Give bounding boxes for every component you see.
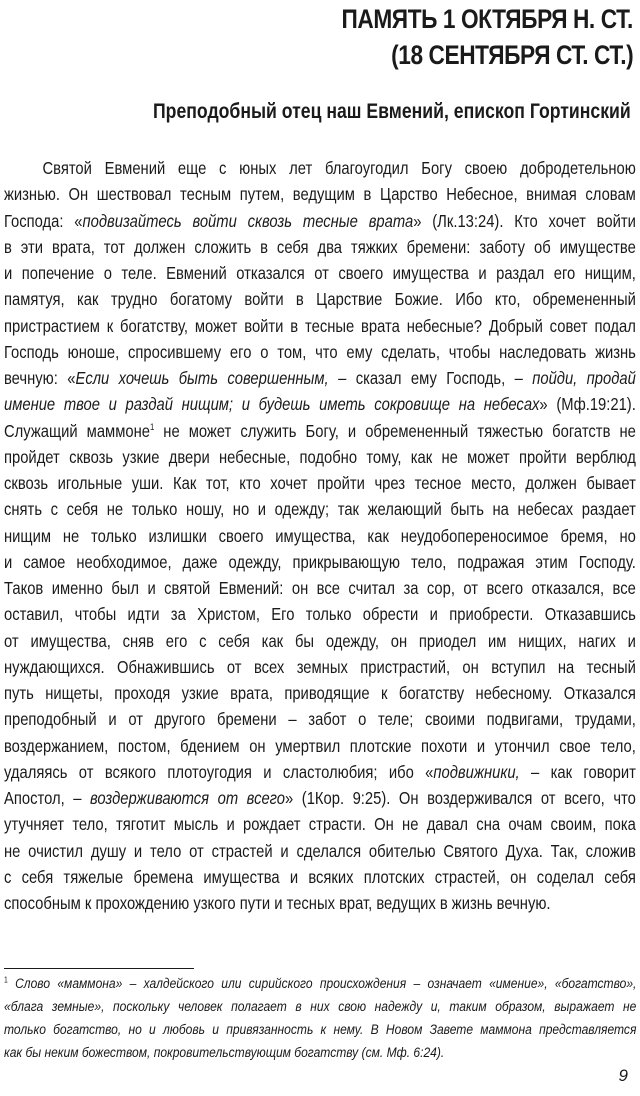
scripture-quote: имение твое и раздай нищим; и будешь иметь сокровище на небесах	[4, 394, 540, 415]
page-number: 9	[618, 1066, 628, 1085]
text-run: – сказал ему Господь, –	[328, 368, 533, 388]
text-line: утучняет тело, тяготит мысль и рождает страсти. Он не давал сна очам своим, пока	[4, 814, 636, 835]
text-run: Служащий маммоне	[4, 420, 150, 441]
text-run: вечную: «	[4, 368, 76, 388]
text-line: и попечение о теле. Евмений отказался от своего имущества и раздал его нищим,	[4, 263, 636, 283]
text-line: Господь юноше, спросившему его о том, что ему сделать, чтобы наследовать жизнь	[4, 341, 636, 362]
text-line: от имущества, сняв его с себя как бы одежду, он приодел им нищих, нагих и	[4, 630, 636, 651]
footnote-line	[4, 973, 636, 996]
text-line: нищим не только излишки своего имущества, как неудобопереносимое бремя, но	[4, 525, 636, 546]
text-line: снять с себя не только ношу, но и одежду; так желающий быть на небесах раздает	[4, 499, 636, 520]
text-line: оставил, чтобы идти за Христом, Его только обрести и приобрести. Отказавшись	[4, 604, 636, 625]
text-line: Таков именно был и святой Евмений: он все считал за сор, от всего отказался, все	[4, 578, 636, 598]
text-line: путь нищеты, проходя узкие врата, приводящие к богатству небесному. Отказался	[4, 683, 636, 703]
scripture-quote: подвизайтесь войти сквозь тесные врата	[82, 210, 414, 231]
text-line: жизнью. Он шествовал тесным путем, ведущим в Царство Небесное, внимая словам	[4, 184, 636, 205]
text-run: » (1Кор. 9:25). Он воздерживался от всего, что	[285, 788, 636, 808]
body-paragraph	[4, 155, 636, 916]
text-line: нуждающихся. Обнажившись от всех земных пристрастий, он вступил на тесный	[4, 656, 636, 677]
text-line: не очистил душу и тело от страстей и сделался обителью Святого Духа. Так, сложив	[4, 840, 636, 861]
footnote-marker: 1	[149, 421, 155, 432]
footnote-line: только богатство, но и любовь и привязанность к нему. В Новом Завете маммона представляется	[4, 1022, 637, 1038]
text-run: – как говорит	[519, 761, 636, 782]
text-run: » (Мф.19:21).	[539, 394, 636, 415]
footnote-line: «блага земные», поскольку человек полагает в них свою надежду и, таким образом, выражает не	[4, 999, 637, 1015]
text-line: пристрастием к богатству, может войти в тесные врата небесные? Добрый совет подал	[4, 315, 636, 336]
scripture-quote: пойди, продай	[532, 368, 636, 388]
page-title-line-1: ПАМЯТЬ 1 ОКТЯБРЯ Н. СТ.	[341, 4, 633, 34]
text-line: преподобный и от другого бремени – забот о теле; своими подвигами, трудами,	[4, 709, 636, 730]
text-run: Господа: «	[4, 210, 83, 231]
footnote-line: как бы неким божеством, покровительствующим богатству (см. Мф. 6:24).	[4, 1045, 445, 1061]
text-line	[4, 208, 636, 234]
text-line	[4, 391, 636, 417]
footnote-number: 1	[4, 975, 8, 985]
text-line: и самое необходимое, даже одежду, прикрывающую тело, подражая этим Господу.	[4, 551, 636, 572]
text-line: с себя тяжелые бремена имущества и всяких плотских страстей, он соделал себя	[4, 866, 636, 887]
text-run: удаляясь от всякого плотоугодия и сластолюбия; ибо «	[4, 761, 434, 782]
scripture-quote: подвижники,	[433, 761, 520, 782]
text-line: в эти врата, тот должен сложить в себя два тяжких бремени: заботу об имуществе	[4, 236, 636, 257]
text-line: Святой Евмений еще с юных лет благоугодил Богу своею добродетельною	[42, 158, 636, 178]
text-line: пройдет сквозь узкие двери небесные, подобно тому, как не может пройти верблюд	[4, 446, 636, 467]
scripture-quote: воздерживаются от всего	[89, 788, 286, 808]
text-run: Слово «маммона» – халдейского или сирийского происхождения – означает «имение», «богатство»,	[7, 976, 637, 992]
footnote	[4, 973, 636, 1065]
page-title-line-2: (18 СЕНТЯБРЯ СТ. СТ.)	[390, 40, 633, 70]
scripture-quote: Если хочешь быть совершенным,	[75, 368, 329, 388]
text-run: не может служить Богу, и обремененный тяжестью богатств не	[154, 420, 636, 441]
saint-subtitle: Преподобный отец наш Евмений, епископ Гортинский	[153, 100, 631, 123]
text-line	[4, 785, 636, 811]
text-line: памятуя, как трудно богатому войти в Царствие Божие. Ибо кто, обремененный	[4, 289, 636, 310]
text-line: воздержанием, постом, бдением он умертвил плотские похоти и утончил свое тело,	[4, 735, 636, 756]
text-line	[4, 418, 636, 444]
text-line: сквозь игольные уши. Как тот, кто хочет пройти чрез тесное место, должен бывает	[4, 473, 636, 493]
footnote-divider	[4, 968, 194, 969]
text-line: способным к прохождению узкого пути и тесных врат, ведущих в жизнь вечную.	[4, 893, 551, 913]
text-line	[4, 759, 636, 785]
text-run: » (Лк.13:24). Кто хочет войти	[413, 210, 636, 231]
text-line	[4, 365, 636, 391]
text-run: Апостол, –	[4, 788, 90, 808]
